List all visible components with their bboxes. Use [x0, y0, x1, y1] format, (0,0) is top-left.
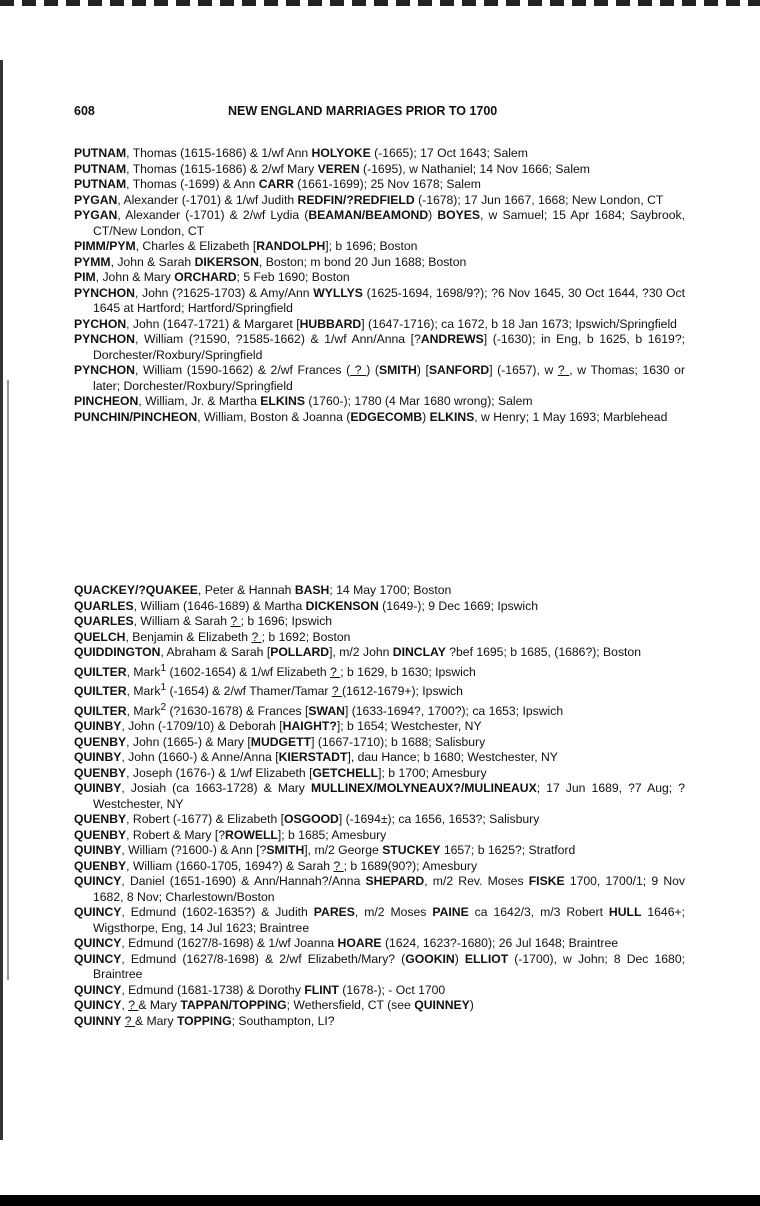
marriage-entry: QUILTER, Mark$^1$ (1602-1654) & 1/wf Elizabeth ? ; b 1629, b 1630; Ipswich — [74, 662, 476, 679]
marriage-entry: QUINBY, John (1660-) & Anne/Anna [KIERSTADT], dau Hance; b 1680; Westchester, NY — [74, 750, 558, 765]
left-scan-edge — [0, 60, 3, 1140]
marriage-entry: QUENBY, William (1660-1705, 1694?) & Sarah ? ; b 1689(90?); Amesbury — [74, 858, 478, 873]
marriage-entry: PYGAN, Alexander (-1701) & 2/wf Lydia (BEAMAN/BEAMOND) BOYES, w Samuel; 15 Apr 1684; Saybrook, CT/New London, CT — [74, 208, 686, 238]
marriage-entry: PYNCHON, William (?1590, ?1585-1662) & 1/wf Ann/Anna [?ANDREWS] (-1630); in Eng, b 1625, b 1619?; Dorchester/Roxbury/Springfield — [74, 332, 685, 362]
marriage-entry: QUILTER, Mark$^1$ (-1654) & 2/wf Thamer/Tamar ? (1612-1679+); Ipswich — [74, 682, 463, 699]
marriage-entry: PYNCHON, William (1590-1662) & 2/wf Frances ( ? ) (SMITH) [SANFORD] (-1657), w ? , w Thomas; 1630 or later; Dorchester/Roxbury/Springfield — [74, 363, 686, 393]
marriage-entry: PYMM, John & Sarah DIKERSON, Boston; m bond 20 Jun 1688; Boston — [74, 254, 467, 269]
marriage-entry: QUINBY, William (?1600-) & Ann [?SMITH], m/2 George STUCKEY 1657; b 1625?; Stratford — [74, 843, 576, 858]
marriage-entry: QUINCY, Edmund (1627/8-1698) & 2/wf Elizabeth/Mary? (GOOKIN) ELLIOT (-1700), w John; 8 Dec 1680; Braintree — [74, 951, 685, 982]
marriage-entry: PINCHEON, William, Jr. & Martha ELKINS (1760-); 1780 (4 Mar 1680 wrong); Salem — [74, 394, 533, 408]
marriage-entry: PUNCHIN/PINCHEON, William, Boston & Joanna (EDGECOMB) ELKINS, w Henry; 1 May 1693; Marblehead — [74, 409, 668, 424]
marriage-entry: QUACKEY/?QUAKEE, Peter & Hannah BASH; 14 May 1700; Boston — [74, 583, 452, 597]
page-number: 608 — [74, 104, 95, 118]
marriage-entry: QUINCY, Daniel (1651-1690) & Ann/Hannah?/Anna SHEPARD, m/2 Rev. Moses FISKE 1700, 1700/1; 9 Nov 1682, 8 Nov; Charlestown/Boston — [74, 874, 685, 904]
marriage-entry: QUINBY, John (-1709/10) & Deborah [HAIGHT?]; b 1654; Westchester, NY — [74, 719, 482, 734]
page-title: NEW ENGLAND MARRIAGES PRIOR TO 1700 — [228, 104, 498, 118]
marriage-entry: QUENBY, Robert & Mary [?ROWELL]; b 1685; Amesbury — [74, 827, 387, 842]
marriage-entry: QUENBY, Joseph (1676-) & 1/wf Elizabeth [GETCHELL]; b 1700; Amesbury — [74, 765, 487, 780]
marriage-entry: QUARLES, William & Sarah ? ; b 1696; Ipswich — [74, 614, 333, 628]
marriage-entry: QUINBY, Josiah (ca 1663-1728) & Mary MULLINEX/MOLYNEAUX?/MULINEAUX; 17 Jun 1689, ?7 Aug; ?Westchester, NY — [74, 781, 686, 811]
marriage-entry: PUTNAM, Thomas (-1699) & Ann CARR (1661-1699); 25 Nov 1678; Salem — [74, 177, 481, 191]
section-p-entries — [74, 146, 685, 425]
marriage-entry: QUELCH, Benjamin & Elizabeth ? ; b 1692; Boston — [74, 629, 351, 644]
marriage-entry: QUINCY, Edmund (1627/8-1698) & 1/wf Joanna HOARE (1624, 1623?-1680); 26 Jul 1648; Braintree — [74, 936, 619, 951]
bottom-scan-bar — [0, 1195, 760, 1206]
marriage-entry: PIMM/PYM, Charles & Elizabeth [RANDOLPH]; b 1696; Boston — [74, 239, 418, 253]
marriage-entry: QUENBY, Robert (-1677) & Elizabeth [OSGOOD] (-1694±); ca 1656, 1653?; Salisbury — [74, 812, 540, 827]
marriage-entry: QUINCY, Edmund (1681-1738) & Dorothy FLINT (1678-); - Oct 1700 — [74, 982, 446, 997]
marriage-entry: QUARLES, William (1646-1689) & Martha DICKENSON (1649-); 9 Dec 1669; Ipswich — [74, 598, 538, 613]
marriage-entry: PUTNAM, Thomas (1615-1686) & 2/wf Mary VEREN (-1695), w Nathaniel; 14 Nov 1666; Salem — [74, 161, 590, 176]
left-scan-edge-inner — [7, 380, 9, 980]
marriage-entry: QUIDDINGTON, Abraham & Sarah [POLLARD], m/2 John DINCLAY ?bef 1695; b 1685, (1686?); Boston — [74, 645, 641, 659]
marriage-entry: PYNCHON, John (?1625-1703) & Amy/Ann WYLLYS (1625-1694, 1698/9?); ?6 Nov 1645, 30 Oct 1644, ?30 Oct 1645 at Hartford; Hartford/Springfield — [74, 285, 686, 315]
marriage-entry: PYGAN, Alexander (-1701) & 1/wf Judith REDFIN/?REDFIELD (-1678); 17 Jun 1667, 1668; New London, CT — [74, 192, 664, 207]
marriage-entry: PYCHON, John (1647-1721) & Margaret [HUBBARD] (1647-1716); ca 1672, b 18 Jan 1673; Ipswich/Springfield — [74, 316, 677, 331]
section-q-entries — [74, 583, 685, 1029]
marriage-entry: QUINCY, ? & Mary TAPPAN/TOPPING; Wethersfield, CT (see QUINNEY) — [74, 998, 474, 1013]
marriage-entry: QUINNY ? & Mary TOPPING; Southampton, LI? — [74, 1013, 335, 1028]
marriage-entry: PUTNAM, Thomas (1615-1686) & 1/wf Ann HOLYOKE (-1665); 17 Oct 1643; Salem — [74, 146, 528, 160]
marriage-entry: QUENBY, John (1665-) & Mary [MUDGETT] (1667-1710); b 1688; Salisbury — [74, 734, 486, 749]
marriage-entry: PIM, John & Mary ORCHARD; 5 Feb 1690; Boston — [74, 270, 350, 284]
marriage-entry: QUILTER, Mark$^2$ (?1630-1678) & Frances [SWAN] (1633-1694?, 1700?); ca 1653; Ipswich — [74, 701, 564, 718]
marriage-entry: QUINCY, Edmund (1602-1635?) & Judith PARES, m/2 Moses PAINE ca 1642/3, m/3 Robert HULL 1646+; Wigsthorpe, Eng, 14 Jul 1623; Braintree — [74, 905, 685, 935]
top-scan-marks — [0, 0, 760, 6]
